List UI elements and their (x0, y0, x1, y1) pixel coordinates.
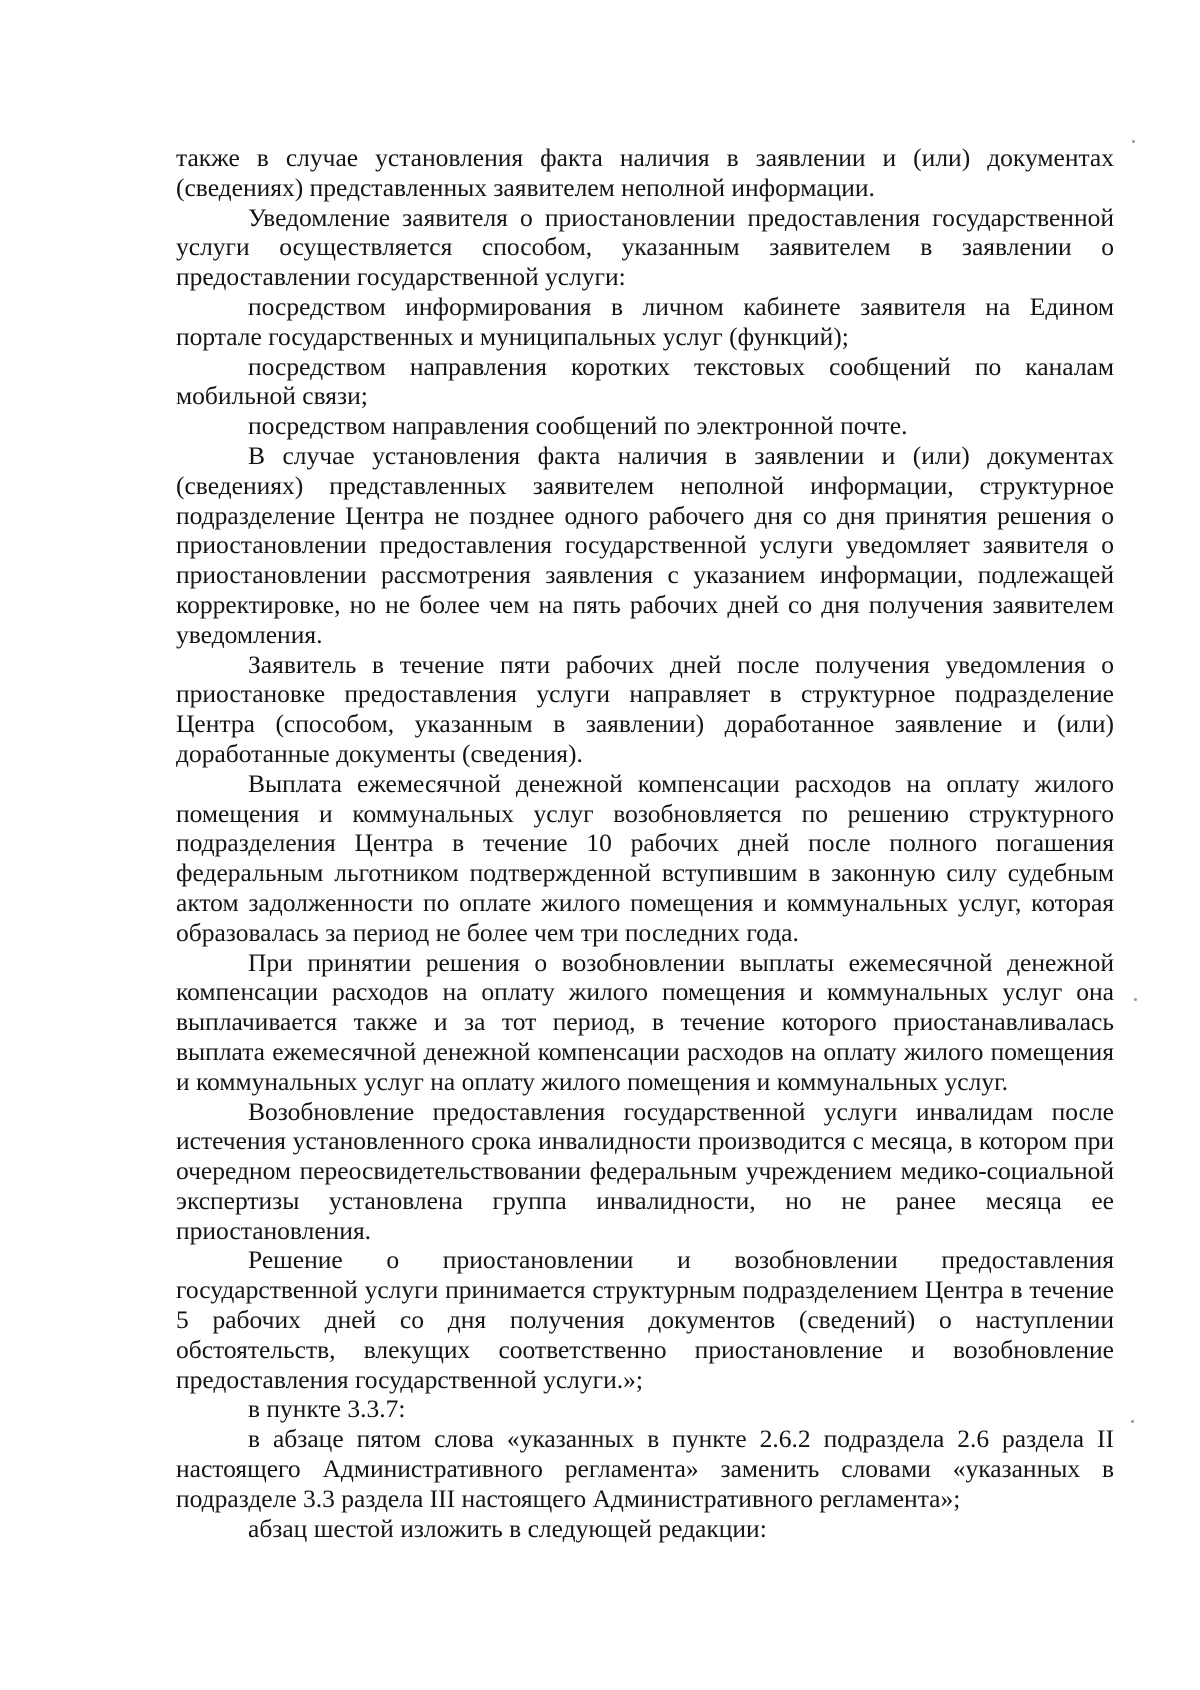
document-body (176, 143, 1114, 1543)
paragraph: абзац шестой изложить в следующей редакции: (248, 1513, 767, 1543)
paragraph: В случае установления факта наличия в заявлении и (или) документах (сведениях) представленных заявителем неполной информации, структурное подразделение Центра не позднее одного рабочего дня со дня принятия решения о приостановлении предоставления государственной услуги уведомляет заявителя о приостановлении рассмотрения заявления с указанием информации, подлежащей корректировке, но не более чем на пять рабочих дней со дня получения заявителем уведомления. (176, 440, 1114, 649)
paragraph: Выплата ежемесячной денежной компенсации расходов на оплату жилого помещения и коммунальных услуг возобновляется по решению структурного подразделения Центра в течение 10 рабочих дней после полного погашения федеральным льготником подтвержденной вступившим в законную силу судебным актом задолженности по оплате жилого помещения и коммунальных услуг, которая образовалась за период не более чем три последних года. (176, 768, 1114, 947)
scan-speck (1132, 140, 1135, 143)
paragraph: Возобновление предоставления государственной услуги инвалидам после истечения установленного срока инвалидности производится с месяца, в котором при очередном переосвидетельствовании федеральным учреждением медико-социальной экспертизы установлена группа инвалидности, но не ранее месяца ее приостановления. (176, 1096, 1114, 1245)
paragraph: Уведомление заявителя о приостановлении предоставления государственной услуги осуществляется способом, указанным заявителем в заявлении о предоставлении государственной услуги: (176, 202, 1114, 292)
paragraph: посредством информирования в личном кабинете заявителя на Едином портале государственных и муниципальных услуг (функций); (176, 291, 1114, 351)
paragraph: Решение о приостановлении и возобновлении предоставления государственной услуги принимается структурным подразделением Центра в течение 5 рабочих дней со дня получения документов (сведений) о наступлении обстоятельств, влекущих соответственно приостановление и возобновление предоставления государственной услуги.»; (176, 1245, 1114, 1394)
paragraph: посредством направления коротких текстовых сообщений по каналам мобильной связи; (176, 351, 1114, 411)
paragraph: в абзаце пятом слова «указанных в пункте 2.6.2 подраздела 2.6 раздела II настоящего Административного регламента» заменить словами «указанных в подразделе 3.3 раздела III настоящего Административного регламента»; (176, 1424, 1114, 1513)
paragraph: в пункте 3.3.7: (248, 1394, 406, 1424)
scan-speck (1134, 998, 1137, 1001)
scan-speck (1131, 1420, 1134, 1423)
paragraph: При принятии решения о возобновлении выплаты ежемесячной денежной компенсации расходов на оплату жилого помещения и коммунальных услуг она выплачивается также и за тот период, в течение которого приостанавливалась выплата ежемесячной денежной компенсации расходов на оплату жилого помещения и коммунальных услуг на оплату жилого помещения и коммунальных услуг. (176, 947, 1114, 1096)
paragraph: посредством направления сообщений по электронной почте. (248, 411, 908, 441)
paragraph: также в случае установления факта наличия в заявлении и (или) документах (сведениях) представленных заявителем неполной информации. (176, 143, 1114, 202)
paragraph: Заявитель в течение пяти рабочих дней после получения уведомления о приостановке предоставления услуги направляет в структурное подразделение Центра (способом, указанным в заявлении) доработанное заявление и (или) доработанные документы (сведения). (176, 649, 1114, 768)
